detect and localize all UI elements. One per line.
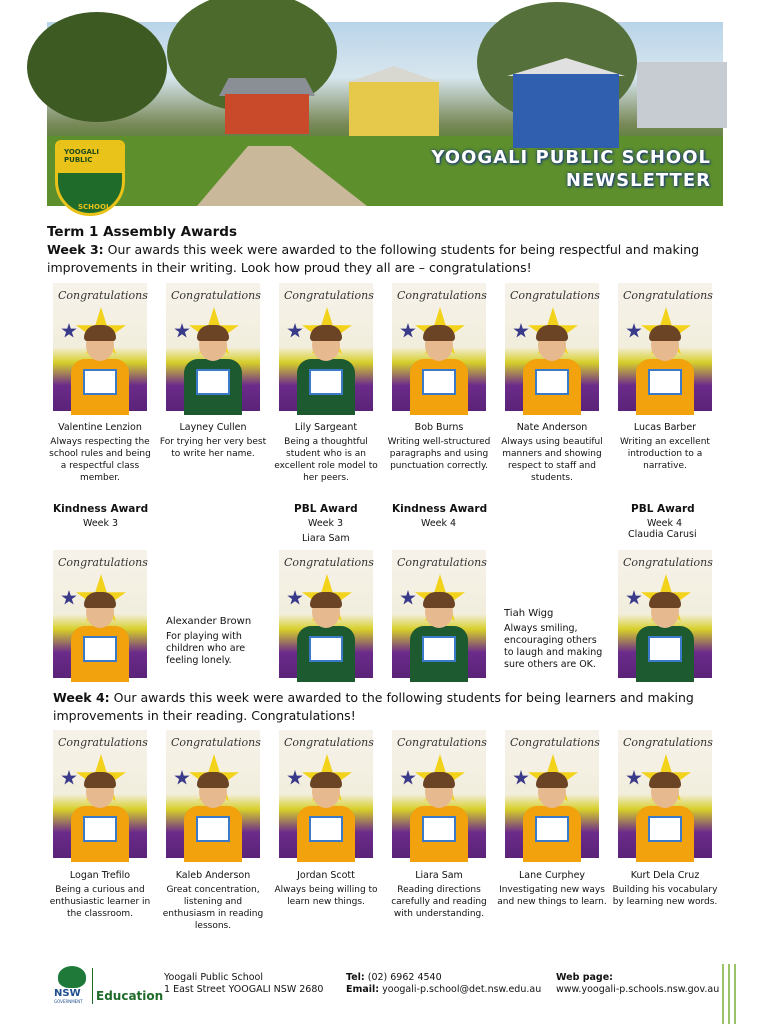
- email-link[interactable]: yoogali-p.school@det.nsw.edu.au: [379, 984, 542, 995]
- student-hair: [649, 592, 681, 608]
- student-hair: [536, 772, 568, 788]
- student-name: Valentine Lenzion: [58, 422, 142, 433]
- award-photo: [505, 730, 599, 858]
- congratulations-banner-text: Congratulations: [510, 289, 600, 302]
- footer-street-address: 1 East Street YOOGALI NSW 2680: [164, 984, 324, 995]
- tel-label: Tel:: [346, 972, 365, 983]
- congratulations-banner-text: Congratulations: [171, 289, 261, 302]
- playhouse-red: [219, 78, 315, 134]
- tel-number: (02) 6962 4540: [364, 972, 442, 983]
- congratulations-banner-text: Congratulations: [623, 556, 713, 569]
- week4-intro: [53, 689, 733, 725]
- certificate: [422, 816, 456, 842]
- star-icon: [61, 590, 77, 606]
- student-name: Liara Sam: [415, 870, 463, 881]
- pbl-award-title-2: PBL Award: [631, 503, 695, 515]
- certificate: [309, 369, 343, 395]
- award-photo: [279, 550, 373, 678]
- award-photo: [392, 730, 486, 858]
- footer-contact: [346, 972, 541, 996]
- certificate: [309, 816, 343, 842]
- student-hair: [310, 325, 342, 341]
- star-icon: [626, 590, 642, 606]
- star-icon: [626, 770, 642, 786]
- award-photo: [53, 283, 147, 411]
- award-photo: [618, 283, 712, 411]
- certificate: [535, 369, 569, 395]
- web-link[interactable]: www.yoogali-p.schools.nsw.gov.au: [556, 984, 720, 995]
- congratulations-banner-text: Congratulations: [397, 736, 487, 749]
- award-photo: [53, 730, 147, 858]
- student-hair: [423, 592, 455, 608]
- newsletter-title-line2: NEWSLETTER: [565, 170, 711, 191]
- student-name: Kurt Dela Cruz: [630, 870, 700, 881]
- award-photo: [618, 550, 712, 678]
- award-photo: [53, 550, 147, 678]
- certificate: [535, 816, 569, 842]
- nsw-government-logo: [52, 966, 92, 1002]
- student-hair: [84, 325, 116, 341]
- playhouse-yellow: [343, 66, 445, 136]
- week4-label: Week 4:: [53, 690, 110, 705]
- tree-foliage: [27, 12, 167, 122]
- student-award-reason: For trying her very best to write her name.: [159, 437, 267, 459]
- award-photo: [392, 283, 486, 411]
- pbl-award-student-2: Claudia Carusi: [628, 529, 697, 540]
- student-hair: [310, 772, 342, 788]
- star-icon: [626, 323, 642, 339]
- congratulations-banner-text: Congratulations: [397, 556, 487, 569]
- star-icon: [287, 590, 303, 606]
- student-name: Kaleb Anderson: [175, 870, 251, 881]
- certificate: [83, 369, 117, 395]
- congratulations-banner-text: Congratulations: [284, 289, 374, 302]
- star-icon: [513, 323, 529, 339]
- student-name: Lane Curphey: [518, 870, 586, 881]
- crest-text-bottom: SCHOOL: [78, 203, 111, 211]
- student-name: Lucas Barber: [633, 422, 697, 433]
- certificate: [422, 369, 456, 395]
- term-awards-heading: Term 1 Assembly Awards: [47, 224, 238, 240]
- government-wordmark: GOVERNMENT: [54, 999, 83, 1004]
- student-award-reason: Investigating new ways and new things to learn.: [497, 885, 607, 907]
- congratulations-banner-text: Congratulations: [623, 289, 713, 302]
- certificate: [83, 816, 117, 842]
- student-hair: [197, 325, 229, 341]
- student-name: Lily Sargeant: [294, 422, 358, 433]
- certificate: [309, 636, 343, 662]
- pbl-award-week-2: Week 4: [647, 518, 683, 529]
- kindness-award-week-2: Week 4: [421, 518, 457, 529]
- newsletter-title: [431, 146, 711, 192]
- congratulations-banner-text: Congratulations: [58, 556, 148, 569]
- crest-text-top: YOOGALI PUBLIC: [64, 148, 99, 164]
- congratulations-banner-text: Congratulations: [284, 736, 374, 749]
- student-name: Nate Anderson: [516, 422, 588, 433]
- newsletter-banner: [47, 22, 723, 211]
- tiah-name: Tiah Wigg: [504, 608, 554, 619]
- certificate: [83, 636, 117, 662]
- star-icon: [400, 323, 416, 339]
- student-award-reason: Building his vocabulary by learning new words.: [612, 885, 718, 907]
- kindness-award-title: Kindness Award: [53, 503, 149, 515]
- student-award-reason: Great concentration, listening and enthusiasm in reading lessons.: [162, 885, 264, 931]
- waratah-icon: [58, 966, 86, 988]
- student-award-reason: Always respecting the school rules and being a respectful class member.: [49, 437, 151, 483]
- newsletter-title-line1: YOOGALI PUBLIC SCHOOL: [431, 147, 711, 168]
- certificate: [648, 369, 682, 395]
- pbl-award-student: Liara Sam: [302, 533, 350, 544]
- student-name: Layney Cullen: [179, 422, 247, 433]
- student-award-reason: Reading directions carefully and reading with understanding.: [391, 885, 487, 919]
- star-icon: [174, 323, 190, 339]
- shed: [637, 62, 727, 128]
- star-icon: [174, 770, 190, 786]
- nsw-wordmark: NSW: [54, 988, 81, 999]
- certificate: [196, 816, 230, 842]
- student-name: Bob Burns: [414, 422, 464, 433]
- congratulations-banner-text: Congratulations: [171, 736, 261, 749]
- school-crest-logo: [55, 140, 125, 216]
- student-hair: [649, 325, 681, 341]
- award-photo: [618, 730, 712, 858]
- logo-divider: [92, 968, 93, 1004]
- star-icon: [400, 770, 416, 786]
- certificate: [422, 636, 456, 662]
- congratulations-banner-text: Congratulations: [58, 736, 148, 749]
- kindness-award-title-2: Kindness Award: [392, 503, 488, 515]
- congratulations-banner-text: Congratulations: [284, 556, 374, 569]
- award-photo: [166, 283, 260, 411]
- congratulations-banner-text: Congratulations: [623, 736, 713, 749]
- student-award-reason: Writing well-structured paragraphs and using punctuation correctly.: [387, 437, 491, 471]
- alexander-name: Alexander Brown: [166, 616, 252, 627]
- star-icon: [287, 323, 303, 339]
- student-hair: [649, 772, 681, 788]
- week4-intro-text: Our awards this week were awarded to the following students for being learners and making improvements in their reading. Congratulations!: [53, 690, 694, 723]
- week3-intro: [47, 241, 727, 277]
- footer-decoration-bars: [722, 964, 740, 1024]
- award-photo: [166, 730, 260, 858]
- certificate: [196, 369, 230, 395]
- tiah-desc: Always smiling, encouraging others to laugh and making sure others are OK.: [504, 623, 603, 670]
- footer-school-name: Yoogali Public School: [164, 972, 263, 983]
- congratulations-banner-text: Congratulations: [397, 289, 487, 302]
- education-wordmark: Education: [96, 989, 164, 1003]
- footer-web: [556, 972, 719, 996]
- award-photo: [392, 550, 486, 678]
- award-photo: [505, 283, 599, 411]
- award-photo: [279, 730, 373, 858]
- certificate: [648, 636, 682, 662]
- student-hair: [310, 592, 342, 608]
- pbl-award-week: Week 3: [308, 518, 344, 529]
- student-hair: [197, 772, 229, 788]
- kindness-award-week: Week 3: [83, 518, 119, 529]
- email-label: Email:: [346, 984, 380, 995]
- pbl-award-title: PBL Award: [294, 503, 358, 515]
- student-hair: [423, 325, 455, 341]
- student-hair: [84, 592, 116, 608]
- student-award-reason: Being a curious and enthusiastic learner in the classroom.: [49, 885, 151, 919]
- web-label: Web page:: [556, 972, 613, 983]
- student-award-reason: Always using beautiful manners and showing respect to staff and students.: [501, 437, 603, 483]
- student-award-reason: Being a thoughtful student who is an excellent role model to her peers.: [274, 437, 378, 483]
- playhouse-blue: [507, 58, 625, 148]
- star-icon: [61, 323, 77, 339]
- student-award-reason: Always being willing to learn new things.: [274, 885, 378, 907]
- student-award-reason: Writing an excellent introduction to a narrative.: [620, 437, 710, 471]
- certificate: [648, 816, 682, 842]
- congratulations-banner-text: Congratulations: [58, 289, 148, 302]
- student-name: Jordan Scott: [297, 870, 355, 881]
- week3-intro-text: Our awards this week were awarded to the following students for being respectful and making improvements in their writing. Look how proud they all are – congratulations!: [47, 242, 700, 275]
- student-hair: [536, 325, 568, 341]
- award-photo: [279, 283, 373, 411]
- footer-address: [164, 972, 323, 996]
- student-name: Logan Trefilo: [69, 870, 131, 881]
- week3-label: Week 3:: [47, 242, 104, 257]
- student-hair: [84, 772, 116, 788]
- student-hair: [423, 772, 455, 788]
- alexander-desc: For playing with children who are feeling lonely.: [166, 631, 246, 666]
- star-icon: [287, 770, 303, 786]
- star-icon: [400, 590, 416, 606]
- congratulations-banner-text: Congratulations: [510, 736, 600, 749]
- star-icon: [61, 770, 77, 786]
- star-icon: [513, 770, 529, 786]
